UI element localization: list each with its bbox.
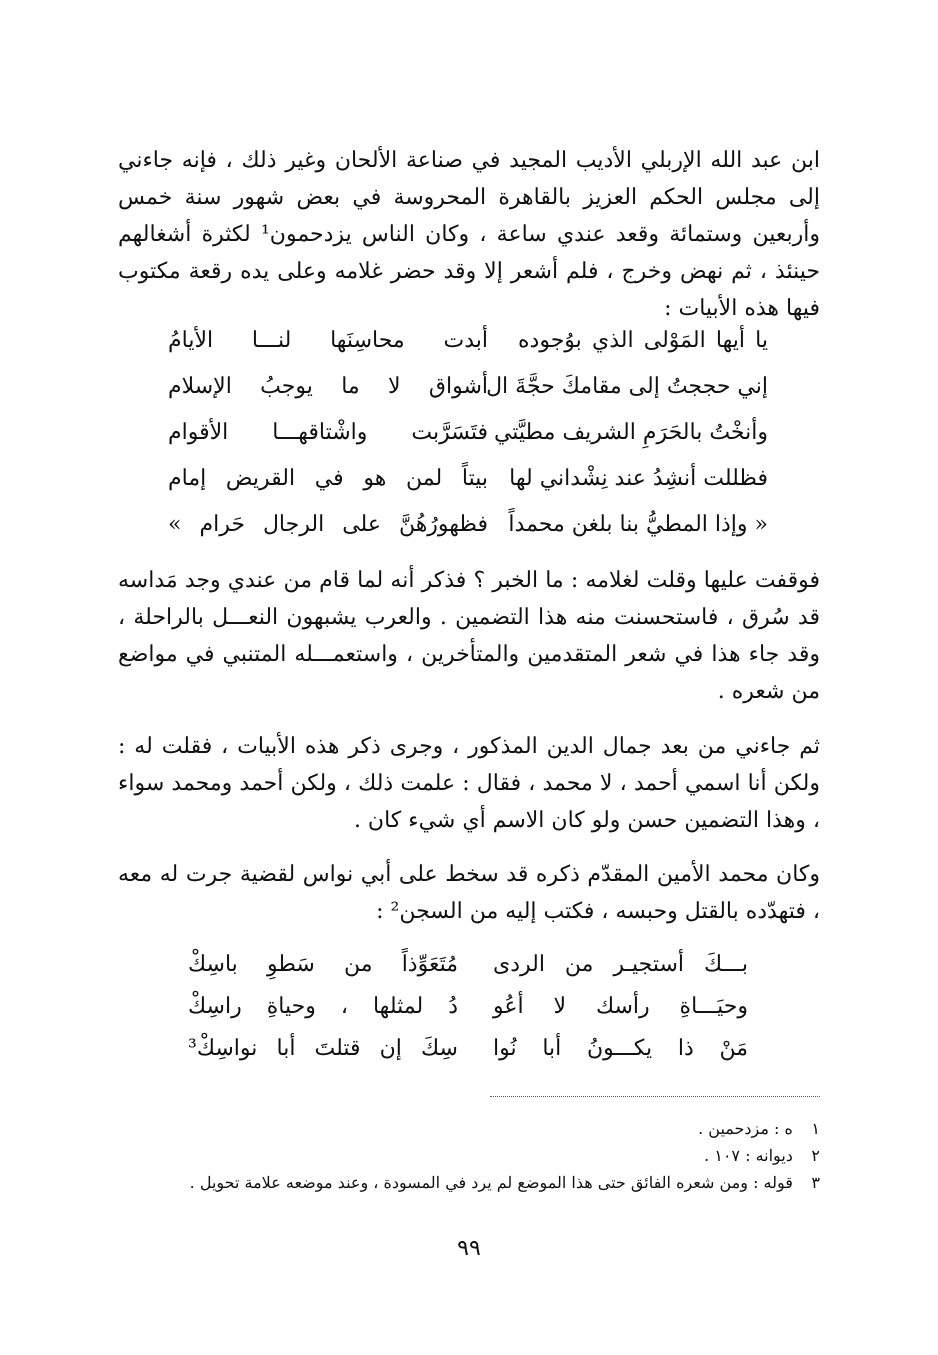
paragraph-intro: ابن عبد الله الإربلي الأديب المجيد في صناعة الألحان وغير ذلك ، فإنه جاءني إلى مجلس الحكم العزيز بالقاهرة المحروسة في بعض شهور سنة خمس وأربعين وستمائة وقعد عندي ساعة ، وكان الناس يزدحمون¹ لكثرة أشغالهم حينئذ ، ثم نهض وخرج ، فلم أشعر إلا وقد حضر غلامه وعلى يده رقعة مكتوب فيها هذه الأبيات : [118,148,820,321]
verse-first-hemistich: فظللت أنشِدُ عند نِشْداني لها [509,466,768,491]
verse-first-hemistich: « وإذا المطيُّ بنا بلغن محمداً [508,512,768,537]
verse-first-hemistich: بـــكَ أستجيـر من الردى [493,952,748,977]
poem-verse [168,456,768,502]
poem-verse [168,410,768,456]
verse-second-hemistich: أبدت محاسِنَها لنـــا الأيامُ [168,328,488,353]
verse-first-hemistich: مَنْ ذا يكـــونُ أبا نُوا [493,1036,748,1061]
poem-verse [168,502,768,548]
footnote-text: ديوانه : ١٠٧ . [704,1146,793,1165]
poem-verse [168,318,768,364]
poem-second [188,944,748,1070]
verse-second-hemistich: مُتَعَوِّذاً من سَطوِ باسِكْ [188,952,458,977]
page-number: ٩٩ [457,1236,481,1261]
footnote-item [118,1169,820,1196]
poem-first [168,318,768,548]
verse-first-hemistich: وحيَـــاةِ رأسك لا أعُو [493,994,748,1019]
footnote-item [118,1142,820,1169]
verse-second-hemistich: بيتاً لمن هو في القريض إمام [168,466,488,491]
paragraph-slipper-story: فوقفت عليها وقلت لغلامه : ما الخبر ؟ فذكر أنه لما قام من عندي وجد مَداسه قد سُرق ، فاستحسنت منه هذا التضمين . والعرب يشبهون النعـــل بالراحلة ، وقد جاء هذا في شعر المتقدمين والمتأخرين ، واستعمـــله المتنبي في مواضع من شعره . [118,568,820,704]
footnote-number: ١ [811,1119,820,1138]
verse-second-hemistich: أشواق لا ما يوجبُ الإسلام [168,374,488,399]
verse-second-hemistich: دُ لمثلها ، وحياةِ راسِكْ [188,994,458,1019]
footnotes [118,1115,820,1196]
footnote-item [118,1115,820,1142]
footnote-number: ٢ [811,1146,820,1165]
poem-verse [168,364,768,410]
verse-first-hemistich: وأنخْتُ بالحَرَمِ الشريف مطيَّتي [493,420,768,445]
paragraph-abu-nuwas: وكان محمد الأمين المقدّم ذكره قد سخط على أبي نواس لقضية جرت له معه ، فتهدّده بالقتل وحبسه ، فكتب إليه من السجن² : [118,862,820,924]
verse-second-hemistich: فتَسَرَّبت واشْتاقهـــا الأقوام [168,420,488,445]
footnote-text: قوله : ومن شعره الفائق حتى هذا الموضع لم يرد في المسودة ، وعند موضعه علامة تحويل . [189,1173,793,1192]
poem-verse [188,986,748,1028]
verse-first-hemistich: إني حججتُ إلى مقامكَ حجَّةَ ال [486,374,768,399]
paragraph-name-discussion: ثم جاءني من بعد جمال الدين المذكور ، وجرى ذكر هذه الأبيات ، فقلت له : ولكن أنا اسمي أحمد ، لا محمد ، فقال : علمت ذلك ، ولكن أحمد ومحمد سواء ، وهذا التضمين حسن ولو كان الاسم أي شيء كان . [118,734,820,833]
poem-verse [188,944,748,986]
verse-first-hemistich: يا أيها المَوْلى الذي بوُجوده [518,328,768,353]
footnote-number: ٣ [811,1173,820,1192]
verse-second-hemistich: سِكَ إن قتلتَ أبا نواسِكْ³ [188,1036,458,1061]
footnote-divider [490,1096,820,1097]
poem-verse [188,1028,748,1070]
footnote-text: ه : مزدحمين . [698,1119,793,1138]
verse-second-hemistich: فظهورُهُنَّ على الرجال حَرام » [168,512,488,537]
